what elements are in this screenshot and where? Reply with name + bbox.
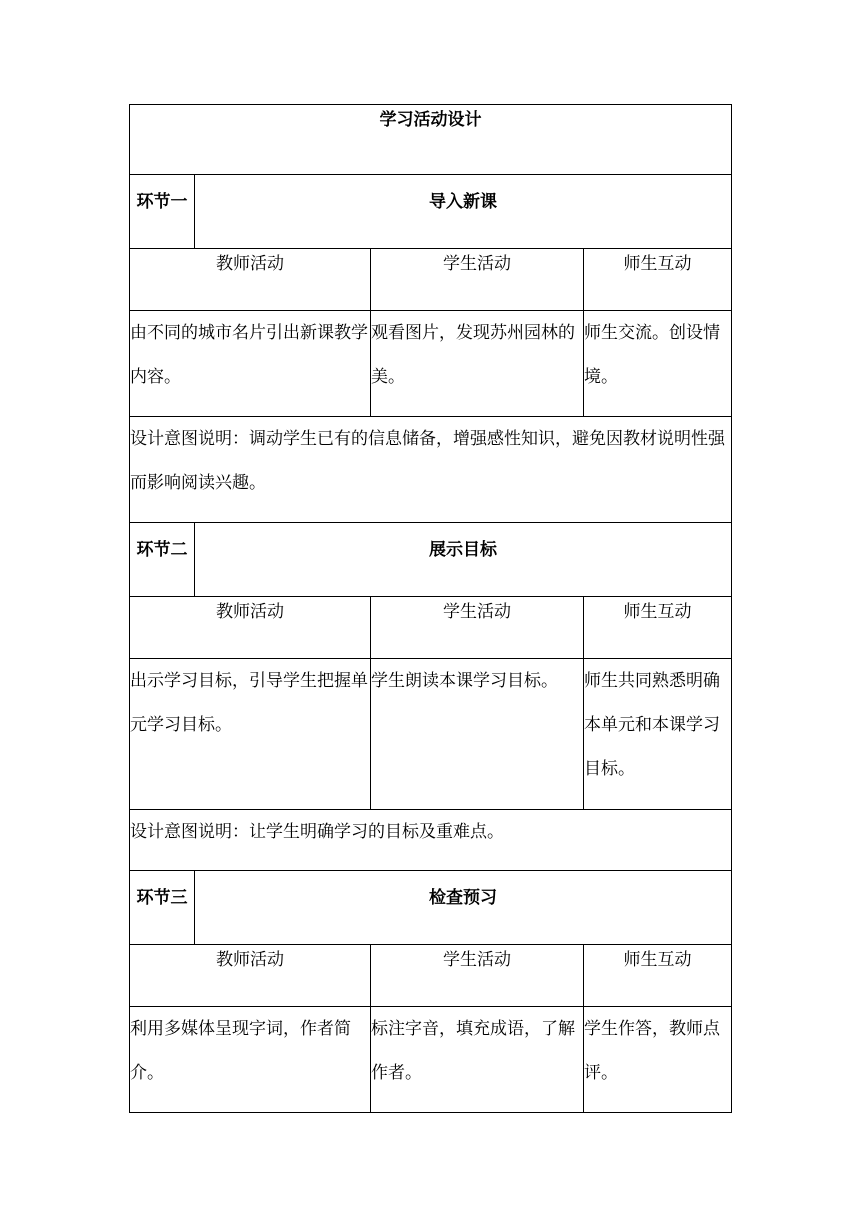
column-header-row [130,249,732,311]
interaction-header: 师生互动 [584,597,732,659]
activity-row [130,1007,732,1113]
learning-activity-table [129,104,732,1113]
activity-row [130,311,732,417]
activity-row [130,659,732,810]
section-header-row [130,871,732,945]
design-intent-cell: 设计意图说明：调动学生已有的信息储备，增强感性知识，避免因教材说明性强而影响阅读兴趣。 [130,417,732,523]
interaction-header: 师生互动 [584,945,732,1007]
student-activity-cell: 观看图片，发现苏州园林的美。 [371,311,584,417]
section-header-row [130,175,732,249]
interaction-cell: 师生共同熟悉明确本单元和本课学习目标。 [584,659,732,810]
student-activity-header: 学生活动 [371,945,584,1007]
interaction-cell: 师生交流。创设情境。 [584,311,732,417]
teacher-activity-cell: 出示学习目标，引导学生把握单元学习目标。 [130,659,371,810]
column-header-row [130,597,732,659]
section-label: 环节三 [130,871,195,945]
section-label: 环节一 [130,175,195,249]
student-activity-header: 学生活动 [371,597,584,659]
interaction-cell: 学生作答，教师点评。 [584,1007,732,1113]
design-intent-row [130,417,732,523]
student-activity-cell: 学生朗读本课学习目标。 [371,659,584,810]
teacher-activity-header: 教师活动 [130,945,371,1007]
section-header-row [130,523,732,597]
student-activity-header: 学生活动 [371,249,584,311]
table-title: 学习活动设计 [130,105,732,175]
teacher-activity-header: 教师活动 [130,249,371,311]
student-activity-cell: 标注字音，填充成语，了解作者。 [371,1007,584,1113]
teacher-activity-header: 教师活动 [130,597,371,659]
section-label: 环节二 [130,523,195,597]
design-intent-row [130,810,732,871]
interaction-header: 师生互动 [584,249,732,311]
design-intent-cell: 设计意图说明：让学生明确学习的目标及重难点。 [130,810,732,871]
column-header-row [130,945,732,1007]
section-name: 导入新课 [195,175,732,249]
teacher-activity-cell: 由不同的城市名片引出新课教学内容。 [130,311,371,417]
table-title-row [130,105,732,175]
section-name: 展示目标 [195,523,732,597]
teacher-activity-cell: 利用多媒体呈现字词，作者简介。 [130,1007,371,1113]
section-name: 检查预习 [195,871,732,945]
